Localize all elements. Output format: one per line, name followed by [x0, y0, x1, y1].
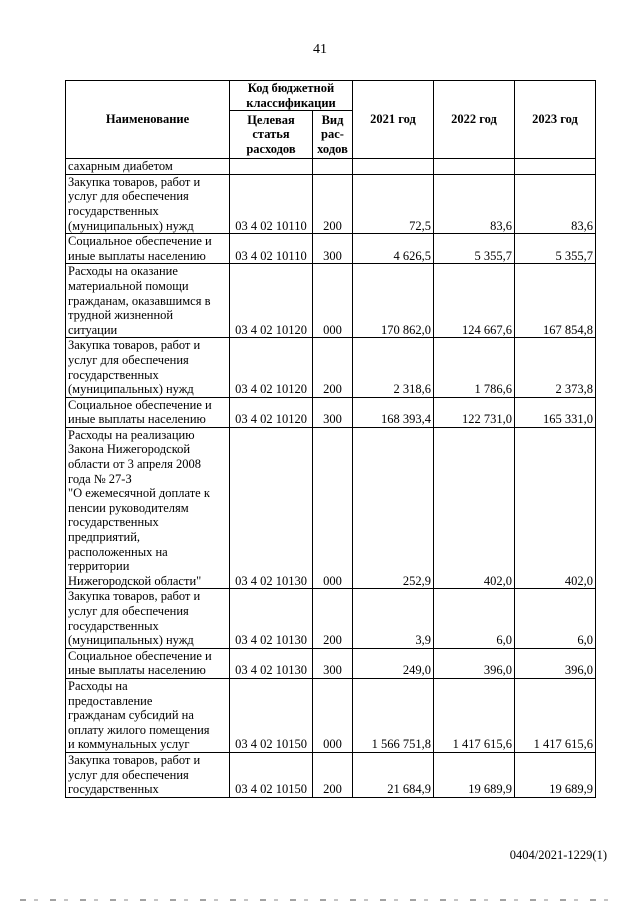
row-value-2022: 122 731,0 — [434, 397, 515, 427]
row-target-code: 03 4 02 10110 — [230, 174, 313, 233]
col-header-2023: 2023 год — [515, 81, 596, 159]
row-value-2021: 21 684,9 — [353, 752, 434, 797]
row-value-2023: 396,0 — [515, 648, 596, 678]
col-header-name: Наименование — [66, 81, 230, 159]
row-kind-code: 200 — [313, 589, 353, 648]
row-kind-code — [313, 159, 353, 175]
row-target-code: 03 4 02 10150 — [230, 678, 313, 752]
table-row — [66, 174, 596, 233]
row-kind-code: 200 — [313, 338, 353, 397]
row-name: Закупка товаров, работ и услуг для обеспечения государственных — [66, 752, 230, 797]
row-kind-code: 000 — [313, 427, 353, 589]
table-row — [66, 397, 596, 427]
row-value-2021: 1 566 751,8 — [353, 678, 434, 752]
row-value-2022: 1 786,6 — [434, 338, 515, 397]
row-name: сахарным диабетом — [66, 159, 230, 175]
row-value-2023: 6,0 — [515, 589, 596, 648]
row-name: Расходы на реализацию Закона Нижегородской области от 3 апреля 2008 года № 27-З "О ежемесячной доплате к пенсии руководителям государственных предприятий, расположенных на территории Нижегородской области" — [66, 427, 230, 589]
table-row — [66, 234, 596, 264]
row-value-2021: 2 318,6 — [353, 338, 434, 397]
row-value-2023: 165 331,0 — [515, 397, 596, 427]
row-target-code: 03 4 02 10120 — [230, 264, 313, 338]
row-value-2021 — [353, 159, 434, 175]
row-value-2022 — [434, 159, 515, 175]
table-row — [66, 648, 596, 678]
col-header-target: Целевая статья расходов — [230, 111, 313, 159]
row-value-2023: 83,6 — [515, 174, 596, 233]
row-value-2023 — [515, 159, 596, 175]
row-target-code: 03 4 02 10130 — [230, 648, 313, 678]
table-row — [66, 427, 596, 589]
row-value-2022: 19 689,9 — [434, 752, 515, 797]
col-header-2022: 2022 год — [434, 81, 515, 159]
row-target-code: 03 4 02 10120 — [230, 338, 313, 397]
col-header-kind: Вид рас- ходов — [313, 111, 353, 159]
row-target-code: 03 4 02 10130 — [230, 589, 313, 648]
table-header — [66, 81, 596, 159]
row-value-2023: 5 355,7 — [515, 234, 596, 264]
row-name: Социальное обеспечение и иные выплаты населению — [66, 234, 230, 264]
row-name: Социальное обеспечение и иные выплаты населению — [66, 648, 230, 678]
row-kind-code: 000 — [313, 264, 353, 338]
row-target-code: 03 4 02 10150 — [230, 752, 313, 797]
row-value-2021: 249,0 — [353, 648, 434, 678]
row-kind-code: 200 — [313, 752, 353, 797]
row-value-2023: 402,0 — [515, 427, 596, 589]
row-value-2023: 2 373,8 — [515, 338, 596, 397]
table-body — [66, 159, 596, 798]
row-target-code: 03 4 02 10110 — [230, 234, 313, 264]
row-value-2022: 124 667,6 — [434, 264, 515, 338]
row-value-2022: 83,6 — [434, 174, 515, 233]
row-kind-code: 300 — [313, 397, 353, 427]
table-row — [66, 159, 596, 175]
document-code: 0404/2021-1229(1) — [509, 848, 607, 862]
row-name: Расходы на оказание материальной помощи гражданам, оказавшимся в трудной жизненной ситуации — [66, 264, 230, 338]
table-row — [66, 752, 596, 797]
row-value-2023: 19 689,9 — [515, 752, 596, 797]
row-kind-code: 300 — [313, 234, 353, 264]
row-value-2021: 4 626,5 — [353, 234, 434, 264]
row-name: Социальное обеспечение и иные выплаты населению — [66, 397, 230, 427]
row-name: Закупка товаров, работ и услуг для обеспечения государственных (муниципальных) нужд — [66, 338, 230, 397]
row-kind-code: 200 — [313, 174, 353, 233]
page-number: 41 — [313, 42, 327, 57]
table-row — [66, 338, 596, 397]
row-target-code — [230, 159, 313, 175]
row-value-2022: 396,0 — [434, 648, 515, 678]
scan-artifact-line — [20, 899, 620, 901]
row-value-2021: 252,9 — [353, 427, 434, 589]
budget-table — [65, 80, 596, 798]
table-row — [66, 264, 596, 338]
row-value-2022: 5 355,7 — [434, 234, 515, 264]
row-name: Закупка товаров, работ и услуг для обеспечения государственных (муниципальных) нужд — [66, 174, 230, 233]
row-value-2022: 6,0 — [434, 589, 515, 648]
row-name: Расходы на предоставление гражданам субсидий на оплату жилого помещения и коммунальных услуг — [66, 678, 230, 752]
row-value-2022: 402,0 — [434, 427, 515, 589]
row-value-2022: 1 417 615,6 — [434, 678, 515, 752]
table-row — [66, 589, 596, 648]
row-kind-code: 300 — [313, 648, 353, 678]
row-value-2021: 3,9 — [353, 589, 434, 648]
row-value-2021: 168 393,4 — [353, 397, 434, 427]
col-header-bcc: Код бюджетной классификации — [230, 81, 353, 111]
row-name: Закупка товаров, работ и услуг для обеспечения государственных (муниципальных) нужд — [66, 589, 230, 648]
row-value-2021: 72,5 — [353, 174, 434, 233]
row-target-code: 03 4 02 10130 — [230, 427, 313, 589]
row-value-2021: 170 862,0 — [353, 264, 434, 338]
row-value-2023: 167 854,8 — [515, 264, 596, 338]
table-row — [66, 678, 596, 752]
row-target-code: 03 4 02 10120 — [230, 397, 313, 427]
row-value-2023: 1 417 615,6 — [515, 678, 596, 752]
col-header-2021: 2021 год — [353, 81, 434, 159]
row-kind-code: 000 — [313, 678, 353, 752]
